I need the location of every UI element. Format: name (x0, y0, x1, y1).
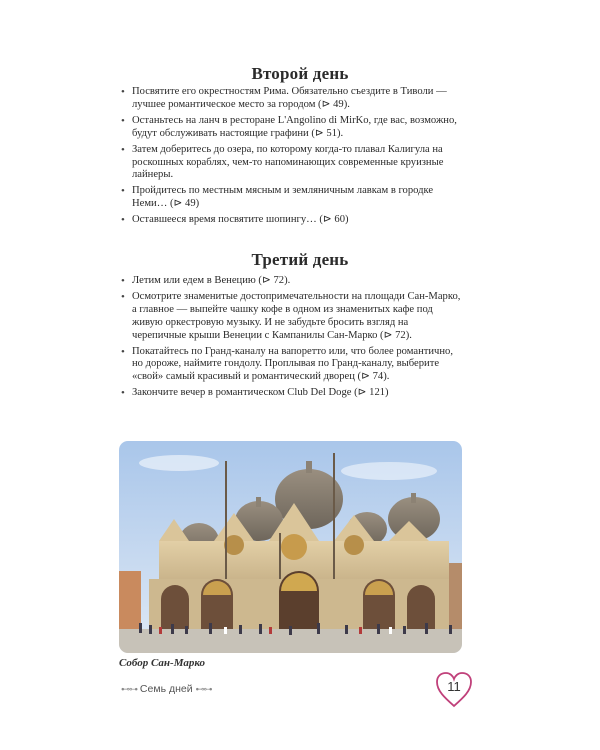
ornament-icon: ⊷⊶ (195, 684, 212, 694)
footer-running-title (121, 683, 212, 695)
list-item: • Останьтесь на ланч в ресторане L'Angolino di MirKo, где вас, возможно, будут обслуживать настоящие графини (⊳ 51). (120, 115, 465, 141)
day2-heading: Второй день (251, 64, 349, 83)
basilica-illustration (119, 441, 462, 653)
photo-caption: Собор Сан-Марко (119, 657, 205, 669)
list-item: • Закончите вечер в романтическом Club Del Doge (⊳ 121) (120, 387, 465, 400)
list-item: • Летим или едем в Венецию (⊳ 72). (120, 275, 465, 288)
day3-list (120, 275, 465, 403)
page-number: 11 (447, 679, 461, 694)
list-item: • Осмотрите знаменитые достопримечательности на площади Сан-Марко, а главное — выпейте чашку кофе в одном из знаменитых кафе под живую оркестровую музыку. И не забудьте бросить взгляд на черепичные крыши Венеции с Кампанилы Сан-Марко (⊳ 72). (120, 291, 465, 343)
list-item: • Посвятите его окрестностям Рима. Обязательно съездите в Тиволи — лучшее романтическое место за городом (⊳ 49). (120, 86, 465, 112)
san-marco-photo (119, 441, 462, 653)
list-item: • Пройдитесь по местным мясным и земляничным лавкам в городке Неми… (⊳ 49) (120, 185, 465, 211)
ornament-icon: ⊷⊶ (121, 684, 137, 694)
day3-heading: Третий день (251, 250, 349, 269)
list-item: • Затем доберитесь до озера, по которому когда-то плавал Калигула на роскошных кораблях, чем-то напоминающих современные круизные лайнеры. (120, 144, 465, 183)
list-item: • Покатайтесь по Гранд-каналу на вапоретто или, что более романтично, но дороже, наймите гондолу. Проплывая по Гранд-каналу, выберите «свой» самый красивый и романтический дворец (⊳ 74). (120, 346, 465, 385)
book-title: Семь дней (139, 683, 193, 695)
list-item: • Оставшееся время посвятите шопингу… (⊳ 60) (120, 214, 465, 227)
day2-list (120, 86, 465, 230)
